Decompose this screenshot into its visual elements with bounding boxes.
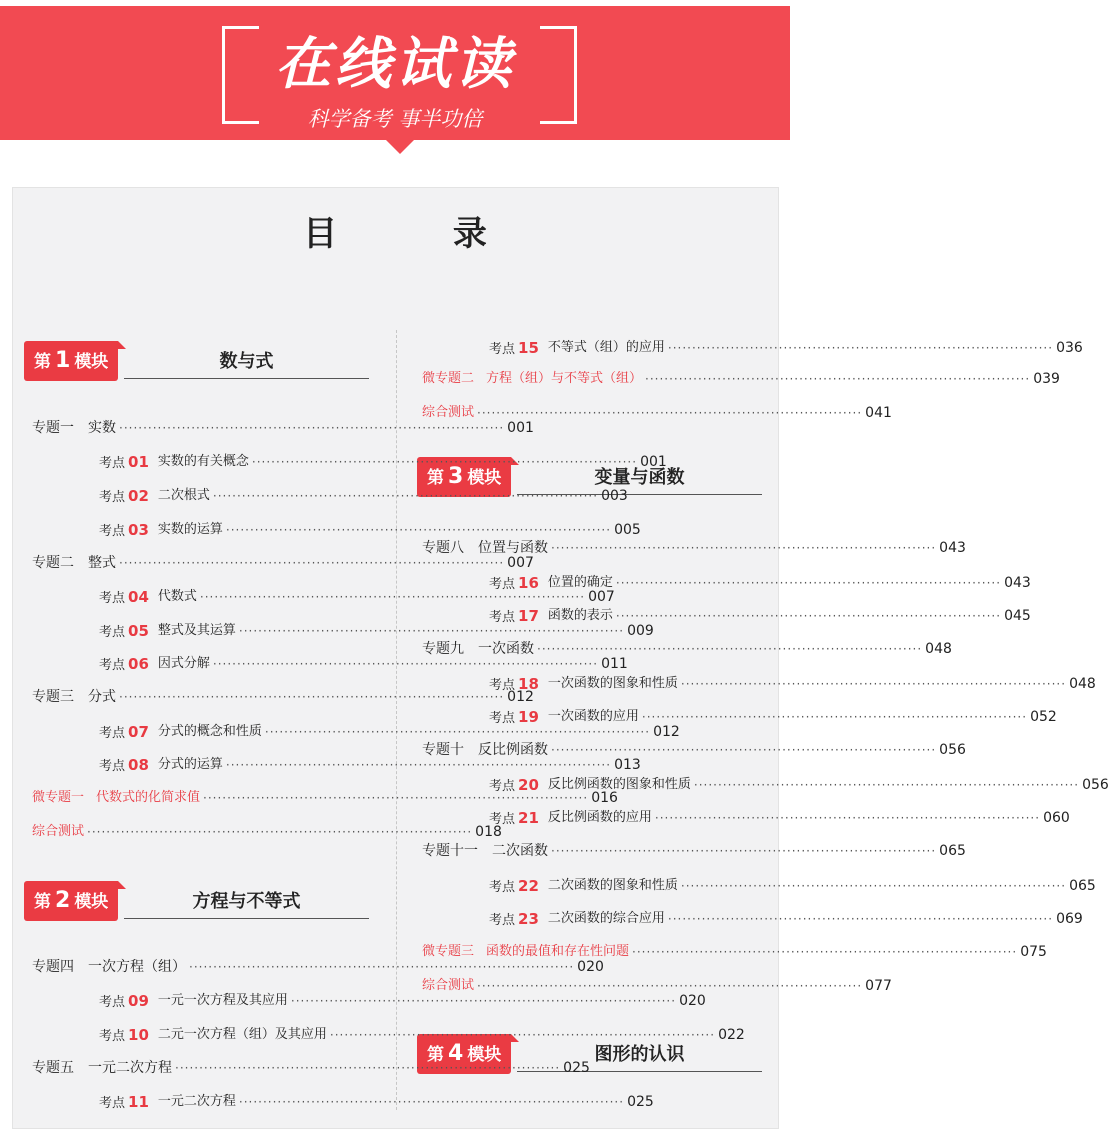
toc-leader-dots: ················································································ xyxy=(189,960,575,974)
toc-leader-dots: ················································································ xyxy=(225,523,612,537)
toc-entry-point[interactable] xyxy=(99,1023,745,1047)
banner-notch xyxy=(384,138,416,154)
toc-page-number: 056 xyxy=(1082,777,1109,793)
toc-entry-point[interactable] xyxy=(489,874,1096,898)
toc-leader-dots: ················································································ xyxy=(615,609,1002,623)
toc-leader-dots: ················································································ xyxy=(615,576,1002,590)
toc-entry-point[interactable] xyxy=(99,585,615,609)
toc-entry-title: 整式及其运算 xyxy=(157,623,236,638)
toc-leader-dots: ················································································ xyxy=(264,725,651,739)
toc-entry-point[interactable] xyxy=(99,989,706,1013)
module-name: 图形的认识 xyxy=(594,1044,685,1065)
toc-page-number: 013 xyxy=(614,757,641,773)
toc-entry-label xyxy=(489,604,542,628)
toc-page-number: 001 xyxy=(507,420,534,436)
toc-entry-point[interactable] xyxy=(489,806,1070,830)
toc-page-number: 039 xyxy=(1033,371,1060,387)
point-number: 07 xyxy=(128,723,149,741)
toc-leader-dots: ················································································ xyxy=(212,489,599,503)
toc-entry-title: 位置与函数 xyxy=(478,540,548,556)
toc-page-number: 025 xyxy=(627,1094,654,1110)
toc-entry-title: 一元二次方程 xyxy=(157,1094,236,1109)
toc-entry-label xyxy=(489,874,542,898)
toc-page-number: 001 xyxy=(640,454,667,470)
toc-entry-topic[interactable] xyxy=(422,536,966,560)
toc-entry-label xyxy=(489,907,542,931)
toc-entry-label xyxy=(489,672,542,696)
toc-entry-title: 方程（组）与不等式（组） xyxy=(486,371,643,386)
toc-entry-topic[interactable] xyxy=(422,637,952,661)
toc-entry-title: 分式 xyxy=(88,689,116,705)
toc-leader-dots: ················································································ xyxy=(119,690,505,704)
banner-subtitle: 科学备考 事半功倍 xyxy=(0,106,790,132)
toc-leader-dots: ················································································ xyxy=(225,758,612,772)
point-label: 考点 xyxy=(489,913,516,928)
toc-page-number: 022 xyxy=(718,1027,745,1043)
banner-title: 在线试读 xyxy=(275,32,515,97)
module-name: 数与式 xyxy=(219,351,274,372)
toc-entry-label xyxy=(489,773,542,797)
toc-entry-title: 代数式 xyxy=(157,589,197,604)
toc-leader-dots: ················································································ xyxy=(551,844,937,858)
toc-entry-label xyxy=(99,1023,152,1047)
toc-entry-title: 函数的最值和存在性问题 xyxy=(486,944,630,959)
toc-leader-dots: ················································································ xyxy=(238,624,625,638)
toc-entry-label: 专题二 xyxy=(32,555,74,571)
toc-entry-label xyxy=(99,518,152,542)
toc-entry-point[interactable] xyxy=(489,571,1031,595)
toc-page-number: 018 xyxy=(475,824,502,840)
point-number: 18 xyxy=(518,675,539,693)
toc-entry-label xyxy=(99,720,152,744)
toc-leader-dots: ················································································ xyxy=(654,811,1041,825)
point-number: 06 xyxy=(128,655,149,673)
point-label: 考点 xyxy=(489,711,516,726)
point-number: 20 xyxy=(518,776,539,794)
point-label: 考点 xyxy=(99,1096,126,1111)
toc-leader-dots: ················································································ xyxy=(641,710,1028,724)
toc-entry-label xyxy=(99,753,152,777)
point-label: 考点 xyxy=(99,524,126,539)
point-label: 考点 xyxy=(99,591,126,606)
module-underline xyxy=(124,918,369,919)
point-label: 考点 xyxy=(489,342,516,357)
point-number: 16 xyxy=(518,574,539,592)
toc-leader-dots: ················································································ xyxy=(203,791,589,805)
toc-entry-topic[interactable] xyxy=(422,738,966,762)
toc-entry-test[interactable] xyxy=(32,820,502,844)
toc-entry-title: 一次函数 xyxy=(478,641,534,657)
toc-entry-topic[interactable] xyxy=(422,839,966,863)
toc-leader-dots: ················································································ xyxy=(693,778,1080,792)
toc-entry-point[interactable] xyxy=(99,619,654,643)
toc-entry-point[interactable] xyxy=(99,450,667,474)
toc-entry-point[interactable] xyxy=(489,907,1083,931)
toc-entry-label xyxy=(99,450,152,474)
point-number: 15 xyxy=(518,339,539,357)
module-badge: 第 4 模块 xyxy=(417,1034,511,1074)
toc-entry-point[interactable] xyxy=(489,672,1096,696)
toc-entry-title: 二次函数的综合应用 xyxy=(547,911,665,926)
point-label: 考点 xyxy=(99,726,126,741)
module-2-header xyxy=(24,877,369,927)
toc-page-number: 048 xyxy=(1069,676,1096,692)
point-number: 21 xyxy=(518,809,539,827)
toc-entry-point[interactable] xyxy=(99,1090,654,1114)
module-badge: 第 3 模块 xyxy=(417,457,511,497)
toc-entry-title: 一元一次方程及其应用 xyxy=(157,993,288,1008)
point-number: 11 xyxy=(128,1093,149,1111)
toc-entry-label xyxy=(99,484,152,508)
toc-leader-dots: ················································································ xyxy=(680,879,1067,893)
toc-entry-title: 反比例函数的图象和性质 xyxy=(547,777,691,792)
toc-entry-label: 综合测试 xyxy=(422,978,475,993)
toc-entry-label xyxy=(99,585,152,609)
toc-entry-label: 专题八 xyxy=(422,540,464,556)
toc-entry-title: 一次方程（组） xyxy=(88,959,186,975)
toc-entry-special[interactable] xyxy=(422,367,1060,391)
toc-entry-label: 微专题三 xyxy=(422,944,475,959)
toc-entry-title: 二次根式 xyxy=(157,488,210,503)
point-label: 考点 xyxy=(99,1029,126,1044)
toc-page-number: 025 xyxy=(563,1060,590,1076)
toc-entry-point[interactable] xyxy=(489,705,1057,729)
toc-page-number: 052 xyxy=(1030,709,1057,725)
module-badge: 第 2 模块 xyxy=(24,881,118,921)
module-1-header xyxy=(24,337,369,387)
toc-leader-dots: ················································································ xyxy=(251,455,638,469)
toc-entry-label: 专题一 xyxy=(32,420,74,436)
point-number: 08 xyxy=(128,756,149,774)
toc-leader-dots: ················································································ xyxy=(551,541,937,555)
toc-leader-dots: ················································································ xyxy=(290,994,677,1008)
toc-entry-test[interactable] xyxy=(422,974,892,998)
toc-leader-dots: ················································································ xyxy=(199,590,586,604)
toc-entry-label: 专题四 xyxy=(32,959,74,975)
toc-leader-dots: ················································································ xyxy=(119,421,505,435)
toc-entry-label xyxy=(99,1090,152,1114)
toc-entry-title: 一次函数的图象和性质 xyxy=(547,676,678,691)
toc-entry-label: 综合测试 xyxy=(32,824,85,839)
toc-entry-label xyxy=(489,571,542,595)
point-number: 17 xyxy=(518,607,539,625)
toc-leader-dots: ················································································ xyxy=(175,1061,561,1075)
toc-leader-dots: ················································································ xyxy=(667,341,1054,355)
point-number: 01 xyxy=(128,453,149,471)
toc-entry-label: 专题五 xyxy=(32,1060,74,1076)
toc-entry-title: 实数 xyxy=(88,420,116,436)
toc-entry-title: 函数的表示 xyxy=(547,608,613,623)
toc-page-number: 043 xyxy=(1004,575,1031,591)
toc-leader-dots: ················································································ xyxy=(238,1095,625,1109)
toc-page-number: 060 xyxy=(1043,810,1070,826)
toc-entry-topic[interactable] xyxy=(32,551,534,575)
toc-entry-title: 分式的概念和性质 xyxy=(157,724,262,739)
toc-entry-title: 反比例函数 xyxy=(478,742,548,758)
toc-entry-title: 二次函数 xyxy=(492,843,548,859)
toc-entry-label: 专题十 xyxy=(422,742,464,758)
module-name: 变量与函数 xyxy=(594,467,685,488)
toc-page-number: 011 xyxy=(601,656,628,672)
toc-entry-label: 微专题二 xyxy=(422,371,475,386)
toc-entry-label: 专题十一 xyxy=(422,843,478,859)
toc-page-number: 075 xyxy=(1020,944,1047,960)
point-number: 05 xyxy=(128,622,149,640)
toc-entry-point[interactable] xyxy=(99,518,641,542)
toc-entry-label: 专题九 xyxy=(422,641,464,657)
point-label: 考点 xyxy=(489,812,516,827)
point-number: 03 xyxy=(128,521,149,539)
point-number: 10 xyxy=(128,1026,149,1044)
toc-page-number: 056 xyxy=(939,742,966,758)
toc-leader-dots: ················································································ xyxy=(680,677,1067,691)
toc-entry-point[interactable] xyxy=(99,720,680,744)
toc-entry-label: 微专题一 xyxy=(32,790,85,805)
module-underline xyxy=(124,378,369,379)
point-number: 22 xyxy=(518,877,539,895)
toc-leader-dots: ················································································ xyxy=(645,372,1031,386)
toc-entry-label xyxy=(489,806,542,830)
toc-page-number: 012 xyxy=(507,689,534,705)
toc-entry-label: 专题三 xyxy=(32,689,74,705)
toc-entry-label xyxy=(99,619,152,643)
toc-entry-title: 实数的有关概念 xyxy=(157,454,249,469)
toc-entry-title: 一次函数的应用 xyxy=(547,709,639,724)
toc-entry-point[interactable] xyxy=(489,773,1109,797)
toc-leader-dots: ················································································ xyxy=(632,945,1018,959)
toc-leader-dots: ················································································ xyxy=(477,406,863,420)
toc-entry-title: 位置的确定 xyxy=(547,575,613,590)
point-label: 考点 xyxy=(99,490,126,505)
toc-page-number: 048 xyxy=(925,641,952,657)
toc-leader-dots: ················································································ xyxy=(537,642,923,656)
point-label: 考点 xyxy=(99,658,126,673)
toc-entry-test[interactable] xyxy=(422,401,892,425)
toc-entry-title: 因式分解 xyxy=(157,656,210,671)
toc-entry-title: 实数的运算 xyxy=(157,522,223,537)
toc-leader-dots: ················································································ xyxy=(667,912,1054,926)
toc-leader-dots: ················································································ xyxy=(212,657,599,671)
toc-leader-dots: ················································································ xyxy=(477,979,863,993)
toc-entry-topic[interactable] xyxy=(32,1056,590,1080)
toc-entry-label xyxy=(99,652,152,676)
module-name: 方程与不等式 xyxy=(192,891,301,912)
toc-page-number: 041 xyxy=(865,405,892,421)
toc-entry-title: 一元二次方程 xyxy=(88,1060,172,1076)
toc-page-number: 007 xyxy=(588,589,615,605)
toc-page-number: 020 xyxy=(679,993,706,1009)
toc-page-number: 065 xyxy=(939,843,966,859)
point-label: 考点 xyxy=(489,779,516,794)
point-number: 09 xyxy=(128,992,149,1010)
point-label: 考点 xyxy=(99,625,126,640)
toc-entry-label xyxy=(489,336,542,360)
point-number: 04 xyxy=(128,588,149,606)
toc-entry-title: 二元一次方程（组）及其应用 xyxy=(157,1027,327,1042)
point-label: 考点 xyxy=(489,577,516,592)
toc-leader-dots: ················································································ xyxy=(87,825,473,839)
toc-entry-label xyxy=(489,705,542,729)
point-label: 考点 xyxy=(489,678,516,693)
toc-entry-point[interactable] xyxy=(99,652,628,676)
toc-page-number: 069 xyxy=(1056,911,1083,927)
toc-page-number: 005 xyxy=(614,522,641,538)
toc-entry-title: 不等式（组）的应用 xyxy=(547,340,665,355)
toc-leader-dots: ················································································ xyxy=(119,556,505,570)
toc-page-number: 020 xyxy=(577,959,604,975)
toc-entry-point[interactable] xyxy=(489,336,1083,360)
point-number: 19 xyxy=(518,708,539,726)
toc-entry-label: 综合测试 xyxy=(422,405,475,420)
toc-page-number: 003 xyxy=(601,488,628,504)
toc-entry-title: 二次函数的图象和性质 xyxy=(547,878,678,893)
toc-page-number: 016 xyxy=(591,790,618,806)
toc-page-number: 012 xyxy=(653,724,680,740)
toc-entry-special[interactable] xyxy=(422,940,1047,964)
toc-page-number: 036 xyxy=(1056,340,1083,356)
point-label: 考点 xyxy=(489,880,516,895)
point-label: 考点 xyxy=(99,759,126,774)
point-label: 考点 xyxy=(99,456,126,471)
toc-entry-title: 整式 xyxy=(88,555,116,571)
point-label: 考点 xyxy=(99,995,126,1010)
point-number: 02 xyxy=(128,487,149,505)
toc-leader-dots: ················································································ xyxy=(329,1028,716,1042)
module-badge: 第 1 模块 xyxy=(24,341,118,381)
toc-entry-title: 分式的运算 xyxy=(157,757,223,772)
toc-title: 目 录 xyxy=(303,214,539,254)
toc-page-number: 009 xyxy=(627,623,654,639)
toc-page-number: 043 xyxy=(939,540,966,556)
toc-entry-point[interactable] xyxy=(99,753,641,777)
toc-entry-topic[interactable] xyxy=(32,955,604,979)
toc-page-number: 077 xyxy=(865,978,892,994)
toc-page-number: 065 xyxy=(1069,878,1096,894)
toc-entry-title: 代数式的化简求值 xyxy=(96,790,201,805)
point-label: 考点 xyxy=(489,610,516,625)
toc-entry-label xyxy=(99,989,152,1013)
toc-page-number: 007 xyxy=(507,555,534,571)
toc-entry-topic[interactable] xyxy=(32,416,534,440)
point-number: 23 xyxy=(518,910,539,928)
toc-leader-dots: ················································································ xyxy=(551,743,937,757)
toc-entry-point[interactable] xyxy=(99,484,628,508)
toc-page-number: 045 xyxy=(1004,608,1031,624)
toc-entry-title: 反比例函数的应用 xyxy=(547,810,652,825)
toc-entry-point[interactable] xyxy=(489,604,1031,628)
